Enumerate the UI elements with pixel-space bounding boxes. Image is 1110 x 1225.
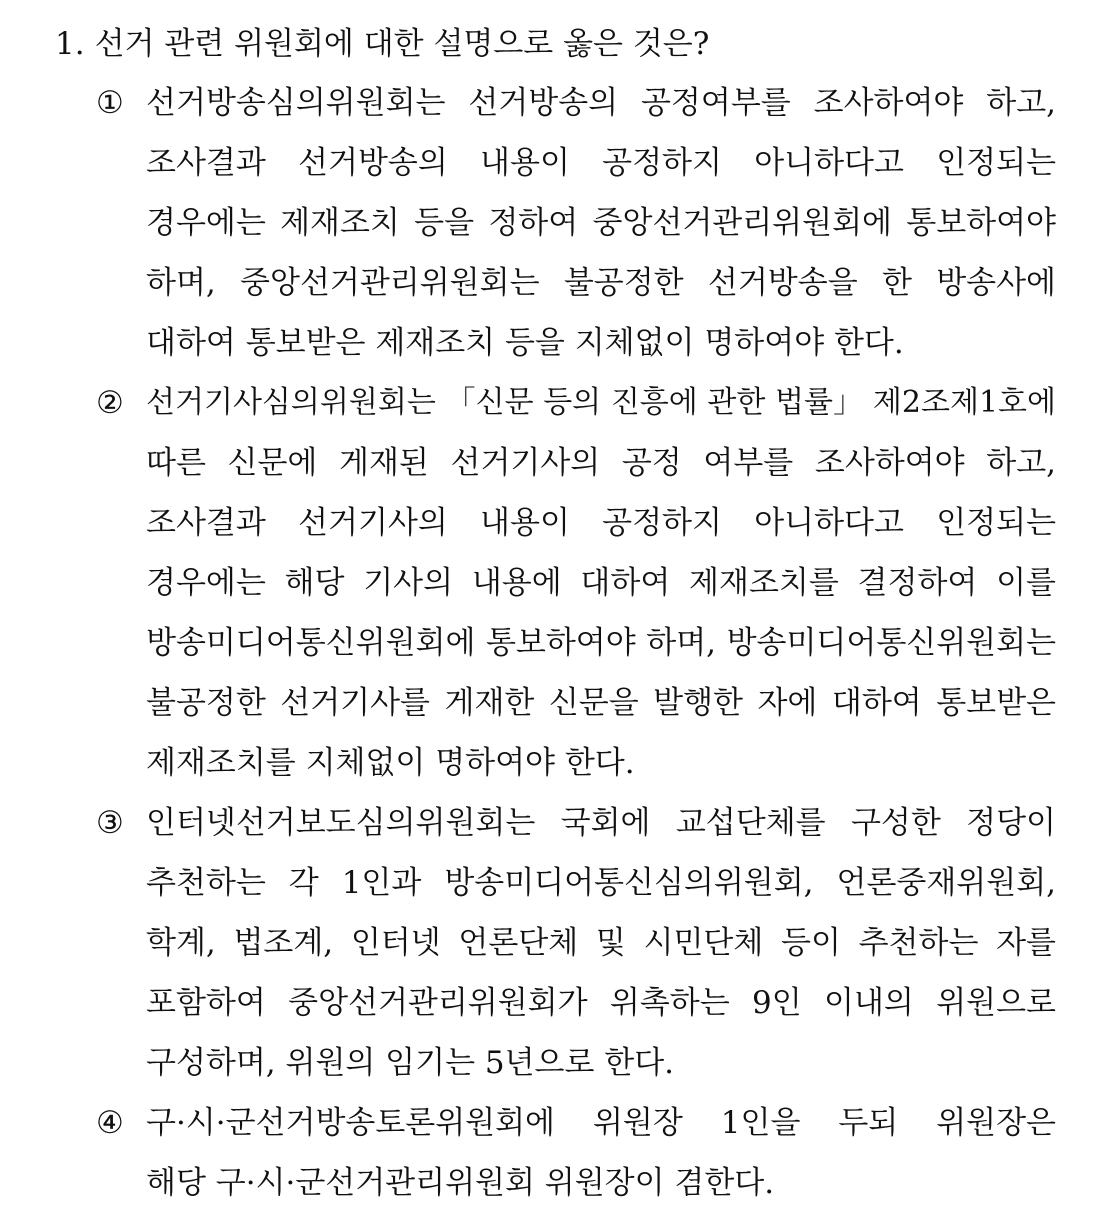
option-3-line-5: 구성하며, 위원의 임기는 5년으로 한다. (146, 1045, 675, 1081)
option-2-marker: ② (96, 385, 124, 421)
option-3-line-3: 학계, 법조계, 인터넷 언론단체 및 시민단체 등이 추천하는 자를 (146, 925, 1056, 961)
option-1-line-3: 경우에는 제재조치 등을 정하여 중앙선거관리위원회에 통보하여야 (146, 205, 1056, 241)
option-3-line-4: 포함하여 중앙선거관리위원회가 위촉하는 9인 이내의 위원으로 (146, 985, 1056, 1021)
question-text: 선거 관련 위원회에 대한 설명으로 옳은 것은? (94, 26, 710, 62)
option-3-line-1: 인터넷선거보도심의위원회는 국회에 교섭단체를 구성한 정당이 (146, 805, 1056, 841)
option-2-line-7: 제재조치를 지체없이 명하여야 한다. (146, 745, 635, 781)
option-4-text (146, 1093, 1056, 1213)
question-number: 1. (55, 26, 85, 62)
option-2-line-3: 조사결과 선거기사의 내용이 공정하지 아니하다고 인정되는 (146, 505, 1056, 541)
option-1-line-1: 선거방송심의위원회는 선거방송의 공정여부를 조사하여야 하고, (146, 85, 1056, 121)
option-1-text (146, 73, 1056, 373)
option-2-line-2: 따른 신문에 게재된 선거기사의 공정 여부를 조사하여야 하고, (146, 445, 1056, 481)
option-3-line-2: 추천하는 각 1인과 방송미디어통신심의위원회, 언론중재위원회, (146, 865, 1056, 901)
option-4-line-1: 구·시·군선거방송토론위원회에 위원장 1인을 두되 위원장은 (146, 1105, 1056, 1141)
question-title (55, 14, 709, 74)
option-4-line-2: 해당 구·시·군선거관리위원회 위원장이 겸한다. (146, 1165, 775, 1201)
option-2-line-1: 선거기사심의위원회는 「신문 등의 진흥에 관한 법률」 제2조제1호에 (146, 385, 1056, 420)
option-2-text (146, 373, 1056, 793)
option-1-marker: ① (96, 85, 124, 121)
option-1-line-5: 대하여 통보받은 제재조치 등을 지체없이 명하여야 한다. (146, 325, 904, 361)
option-2-line-4: 경우에는 해당 기사의 내용에 대하여 제재조치를 결정하여 이를 (146, 565, 1056, 601)
option-2-line-6: 불공정한 선거기사를 게재한 신문을 발행한 자에 대하여 통보받은 (146, 685, 1056, 721)
option-2-line-5: 방송미디어통신위원회에 통보하여야 하며, 방송미디어통신위원회는 (146, 625, 1056, 661)
option-3-marker: ③ (96, 805, 124, 841)
option-1-line-4: 하며, 중앙선거관리위원회는 불공정한 선거방송을 한 방송사에 (146, 265, 1056, 301)
option-4-marker: ④ (96, 1105, 124, 1141)
option-1-line-2: 조사결과 선거방송의 내용이 공정하지 아니하다고 인정되는 (146, 145, 1056, 181)
option-3-text (146, 793, 1056, 1093)
